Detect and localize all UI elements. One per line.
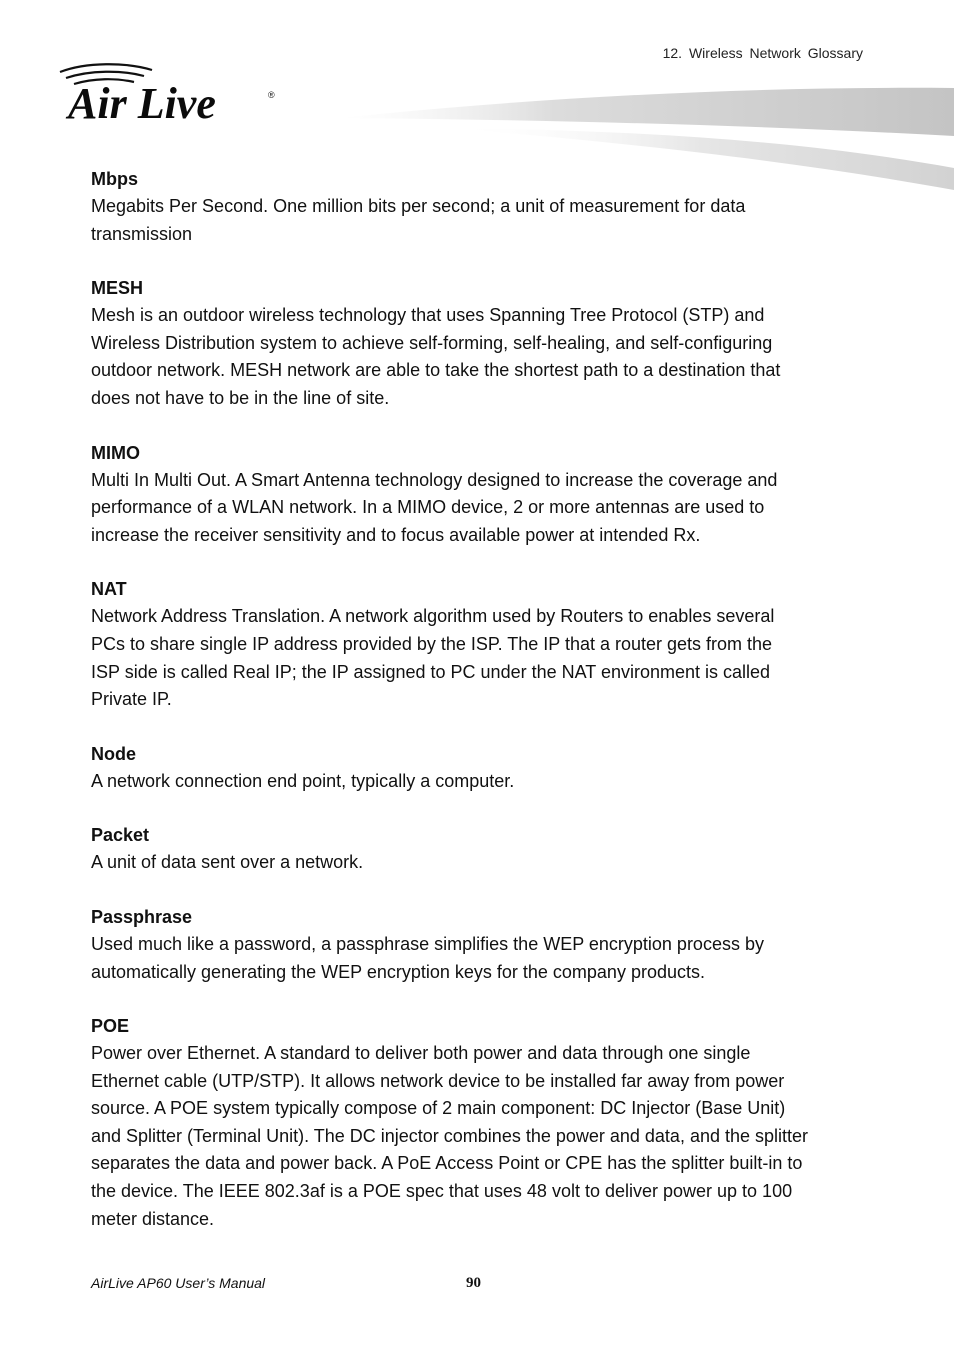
chapter-title: 12. Wireless Network Glossary: [662, 45, 863, 61]
glossary-description: A network connection end point, typically a computer.: [91, 770, 515, 791]
glossary-description: Network Address Translation. A network algorithm used by Routers to enables several PCs to share single IP address provided by the ISP. The IP that a router gets from the ISP side is called Real IP; the IP assigned to PC under the NAT environment is called Private IP.: [91, 606, 775, 710]
footer-manual-title: AirLive AP60 User’s Manual: [91, 1275, 266, 1291]
glossary-term: Node: [91, 743, 136, 764]
page-number: 90: [466, 1275, 481, 1291]
glossary-entry-poe: [91, 1013, 871, 1233]
glossary-entry-packet: [91, 822, 871, 877]
glossary-entry-nat: [91, 576, 871, 713]
registered-mark: ®: [268, 90, 275, 100]
glossary-term: MESH: [91, 278, 144, 299]
glossary-description: Power over Ethernet. A standard to deliver both power and data through one single Ethernet cable (UTP/STP). It allows network device to be installed far away from power source. A POE system typically compose of 2 main component: DC Injector (Base Unit) and Splitter (Terminal Unit). The DC injector combines the power and data, and the splitter separates the data and power back. A PoE Access Point or CPE has the splitter built-in to the device. The IEEE 802.3af is a POE spec that uses 48 volt to deliver power up to 100 meter distance.: [91, 1043, 809, 1229]
glossary-term: POE: [91, 1016, 130, 1037]
glossary-term: Mbps: [91, 169, 138, 189]
glossary-description: Megabits Per Second. One million bits per second; a unit of measurement for data transmission: [91, 196, 746, 244]
glossary-term: MIMO: [91, 442, 140, 463]
glossary-description: A unit of data sent over a network.: [91, 852, 364, 873]
glossary-description: Used much like a password, a passphrase simplifies the WEP encryption process by automatically generating the WEP encryption keys for the company products.: [91, 933, 764, 982]
glossary-description: Multi In Multi Out. A Smart Antenna technology designed to increase the coverage and performance of a WLAN network. In a MIMO device, 2 or more antennas are used to increase the receiver sensitivity and to focus available power at intended Rx.: [91, 469, 778, 545]
glossary-entry-node: [91, 741, 871, 796]
glossary-entry-mimo: [91, 440, 871, 550]
glossary-entry-mbps: [91, 166, 871, 248]
glossary-content: [91, 166, 871, 1260]
glossary-term: Passphrase: [91, 906, 193, 927]
glossary-entry-mesh: [91, 275, 871, 412]
airlive-logo: [56, 60, 286, 130]
glossary-description: Mesh is an outdoor wireless technology that uses Spanning Tree Protocol (STP) and Wireless Distribution system to achieve self-forming, self-healing, and self-configuring outdoor network. MESH network are able to take the shortest path to a destination that does not have to be in the line of site.: [91, 305, 781, 408]
logo-wordmark: Air Live: [68, 79, 216, 128]
glossary-term: NAT: [91, 579, 127, 600]
glossary-term: Packet: [91, 825, 150, 846]
glossary-entry-passphrase: [91, 904, 871, 986]
